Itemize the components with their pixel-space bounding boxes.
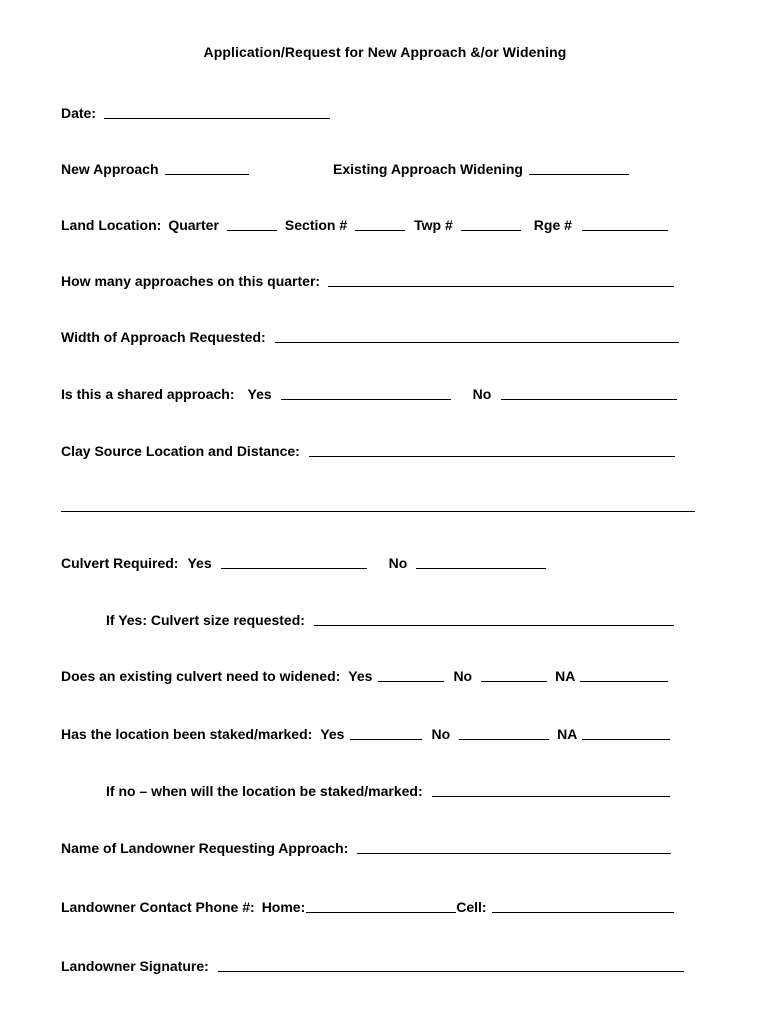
clay-field-continuation[interactable] xyxy=(61,511,695,512)
land-location-label: Land Location: xyxy=(61,217,162,233)
culvert-yes-field[interactable] xyxy=(221,567,367,569)
shared-yes-label: Yes xyxy=(247,386,272,402)
existing-culvert-no-field[interactable] xyxy=(481,680,547,682)
signature-label: Landowner Signature: xyxy=(61,958,209,974)
when-staked-label: If no – when will the location be staked/marked: xyxy=(106,783,423,799)
clay-row xyxy=(61,439,675,459)
approaches-quarter-label: How many approaches on this quarter: xyxy=(61,273,321,289)
land-location-row xyxy=(61,213,668,233)
shared-no-field[interactable] xyxy=(501,398,677,400)
phone-cell-label: Cell: xyxy=(456,899,487,915)
culvert-no-label: No xyxy=(388,555,408,571)
signature-field[interactable] xyxy=(218,970,684,972)
staked-no-field[interactable] xyxy=(459,738,549,740)
shared-yes-field[interactable] xyxy=(281,398,451,400)
clay-label: Clay Source Location and Distance: xyxy=(61,443,300,459)
date-label: Date: xyxy=(61,105,97,121)
culvert-size-field[interactable] xyxy=(314,624,674,626)
existing-culvert-yes-label: Yes xyxy=(348,668,373,684)
culvert-no-field[interactable] xyxy=(416,567,546,569)
quarter-field[interactable] xyxy=(227,229,277,231)
existing-widening-label: Existing Approach Widening xyxy=(333,161,523,177)
culvert-row xyxy=(61,551,546,571)
staked-na-label: NA xyxy=(557,726,578,742)
existing-widening-field[interactable] xyxy=(529,173,629,175)
date-field[interactable] xyxy=(104,117,330,119)
staked-no-label: No xyxy=(431,726,451,742)
width-field[interactable] xyxy=(275,341,679,343)
twp-label: Twp # xyxy=(414,217,453,233)
culvert-yes-label: Yes xyxy=(187,555,212,571)
approaches-quarter-field[interactable] xyxy=(328,285,674,287)
existing-culvert-na-label: NA xyxy=(555,668,576,684)
staked-row xyxy=(61,722,670,742)
rge-field[interactable] xyxy=(582,229,668,231)
staked-label: Has the location been staked/marked: xyxy=(61,726,313,742)
shared-row xyxy=(61,382,677,402)
existing-culvert-no-label: No xyxy=(453,668,473,684)
when-staked-row xyxy=(106,779,670,799)
phone-label: Landowner Contact Phone #: xyxy=(61,899,255,915)
existing-culvert-row xyxy=(61,664,668,684)
staked-yes-field[interactable] xyxy=(350,738,422,740)
width-row xyxy=(61,325,679,345)
existing-culvert-label: Does an existing culvert need to widened: xyxy=(61,668,341,684)
culvert-size-row xyxy=(106,608,674,628)
date-row xyxy=(61,101,330,121)
phone-cell-field[interactable] xyxy=(492,911,674,913)
existing-widening-row xyxy=(333,157,629,177)
section-label: Section # xyxy=(284,217,348,233)
new-approach-row xyxy=(61,157,249,177)
staked-yes-label: Yes xyxy=(320,726,345,742)
new-approach-label: New Approach xyxy=(61,161,159,177)
phone-home-field[interactable] xyxy=(306,911,456,913)
phone-home-label: Home: xyxy=(261,899,306,915)
existing-culvert-yes-field[interactable] xyxy=(378,680,444,682)
rge-label: Rge # xyxy=(533,217,572,233)
shared-label: Is this a shared approach: xyxy=(61,386,235,402)
width-label: Width of Approach Requested: xyxy=(61,329,266,345)
clay-field[interactable] xyxy=(309,455,675,457)
staked-na-field[interactable] xyxy=(582,738,670,740)
landowner-name-field[interactable] xyxy=(357,852,671,854)
when-staked-field[interactable] xyxy=(432,795,670,797)
culvert-label: Culvert Required: xyxy=(61,555,179,571)
shared-no-label: No xyxy=(472,386,492,402)
twp-field[interactable] xyxy=(461,229,521,231)
culvert-size-label: If Yes: Culvert size requested: xyxy=(106,612,305,628)
phone-row xyxy=(61,895,674,915)
signature-row xyxy=(61,954,684,974)
existing-culvert-na-field[interactable] xyxy=(580,680,668,682)
landowner-name-label: Name of Landowner Requesting Approach: xyxy=(61,840,349,856)
new-approach-field[interactable] xyxy=(165,173,249,175)
approaches-quarter-row xyxy=(61,269,674,289)
landowner-name-row xyxy=(61,836,671,856)
form-title: Application/Request for New Approach &/or Widening xyxy=(203,44,567,60)
section-field[interactable] xyxy=(355,229,405,231)
quarter-label: Quarter xyxy=(168,217,219,233)
